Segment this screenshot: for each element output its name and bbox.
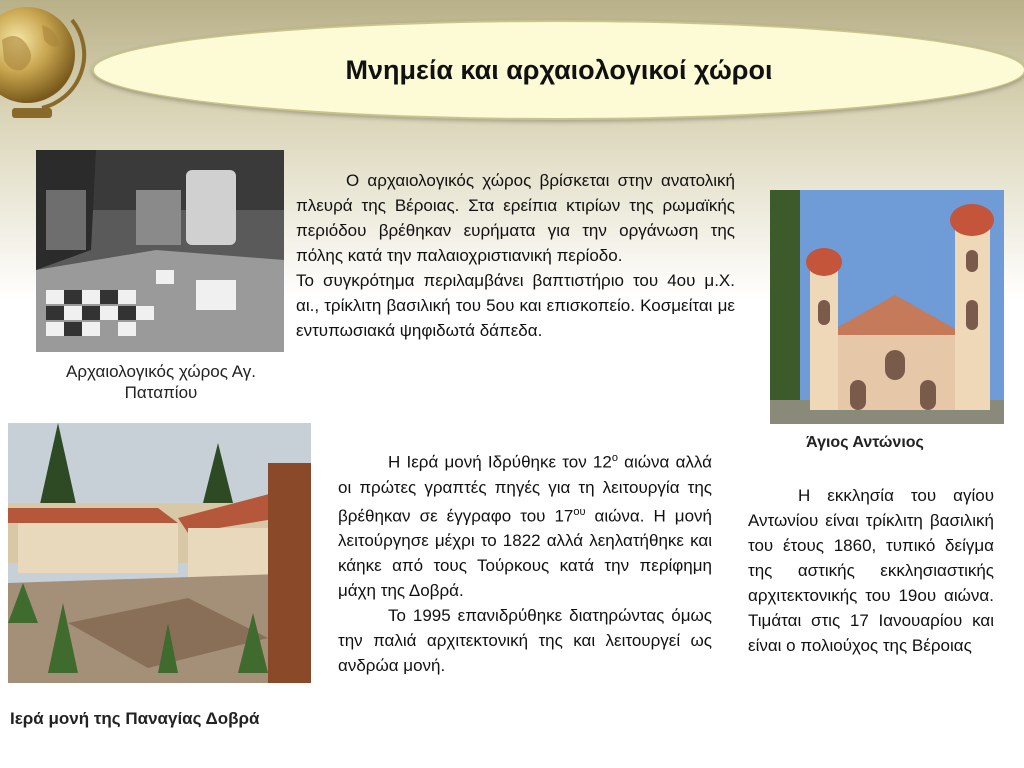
- globe-icon: [0, 0, 92, 130]
- panagia-dovra-caption: Ιερά μονή της Παναγίας Δοβρά: [10, 709, 260, 728]
- archaeological-site-paragraph-1: Ο αρχαιολογικός χώρος βρίσκεται στην ανατολική πλευρά της Βέροιας. Στα ερείπια κτιρίων της ρωμαϊκής περιόδου βρέθηκαν ευρήματα για την οργάνωση της πόλης κατά την παλαιοχριστιανική περίοδο.: [296, 171, 735, 265]
- title-banner: [92, 20, 1024, 120]
- panagia-dovra-text: [338, 446, 712, 678]
- page-title: Μνημεία και αρχαιολογικοί χώροι: [345, 54, 773, 85]
- archaeological-site-caption: Αρχαιολογικός χώρος Αγ. Παταπίου: [66, 362, 256, 402]
- panagia-dovra-paragraph-1: Η Ιερά μονή Ιδρύθηκε τον $12^o$ αιώνα αλλά οι πρώτες γραπτές πηγές για τη λειτουργία της βρέθηκαν σε έγγραφο του $17^{o\upsilon}$ αιώνα. Η μονή λειτούργησε μέχρι το 1822 αλλά λεηλατήθηκε και κάηκε από τους Τούρκους κατά την περίφημη μάχη της Δοβρά.: [338, 452, 712, 601]
- panagia-dovra-paragraph-2: Το 1995 επανιδρύθηκε διατηρώντας όμως την παλιά αρχιτεκτονική της και λειτουργεί ως ανδρώα μονή.: [338, 606, 712, 676]
- agios-antonios-text: [748, 483, 994, 658]
- archaeological-site-paragraph-2: Το συγκρότημα περιλαμβάνει βαπτιστήριο του 4ου μ.Χ. αι., τρίκλιτη βασιλική του 5ου και επισκοπείο. Κοσμείται με εντυπωσιακά ψηφιδωτά δάπεδα.: [296, 271, 735, 340]
- agios-antonios-caption: Άγιος Αντώνιος: [806, 434, 924, 451]
- archaeological-site-photo: [36, 150, 284, 352]
- archaeological-site-text: [296, 168, 735, 343]
- agios-antonios-photo: [770, 190, 1004, 424]
- agios-antonios-paragraph: Η εκκλησία του αγίου Αντωνίου είναι τρίκλιτη βασιλική του έτους 1860, τυπικό δείγμα της αστικής εκκλησιαστικής αρχιτεκτονικής του 19ου αιώνα. Τιμάται στις 17 Ιανουαρίου και είναι ο πολιούχος της Βέροιας: [748, 486, 994, 655]
- panagia-dovra-photo: [8, 423, 311, 683]
